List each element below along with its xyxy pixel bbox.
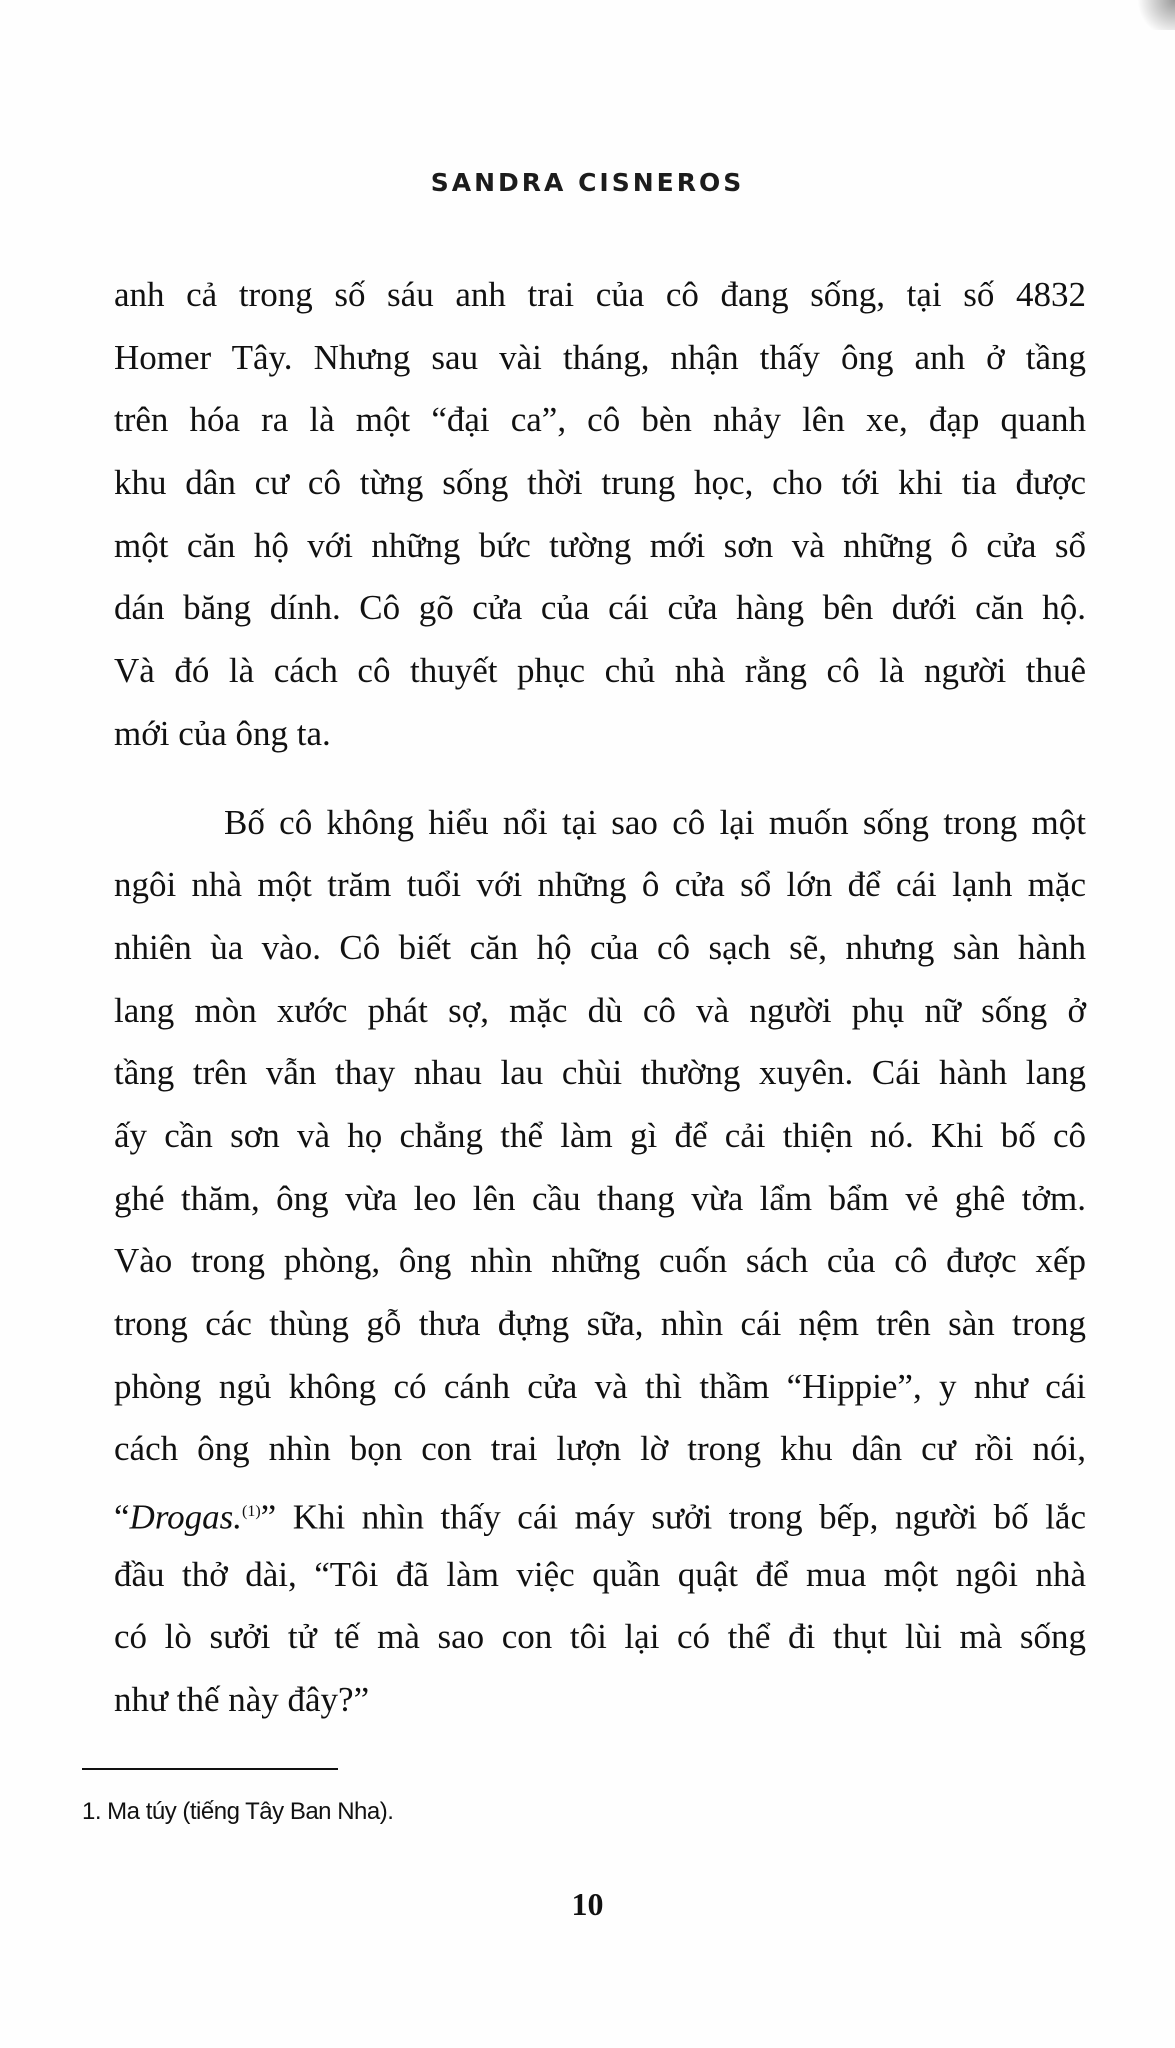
text-span: ” Khi nhìn thấy cái máy sưởi trong bếp, người bố lắc	[260, 1497, 1086, 1537]
text-line: nhiên ùa vào. Cô biết căn hộ của cô sạch sẽ, nhưng sàn hành	[114, 927, 1086, 967]
text-line: đầu thở dài, “Tôi đã làm việc quần quật để mua một ngôi nhà	[114, 1554, 1086, 1594]
text-line: lang mòn xước phát sợ, mặc dù cô và người phụ nữ sống ở	[114, 990, 1086, 1030]
text-line: Vào trong phòng, ông nhìn những cuốn sách của cô được xếp	[114, 1241, 1086, 1281]
text-line-drogas	[114, 1487, 1086, 1550]
quote-mark: “	[114, 1497, 130, 1537]
footnote-reference[interactable]: (1)	[242, 1503, 261, 1521]
page-corner-shadow	[1135, 0, 1175, 30]
text-line: cách ông nhìn bọn con trai lượn lờ trong khu dân cư rồi nói,	[114, 1429, 1086, 1469]
text-line: Bố cô không hiểu nổi tại sao cô lại muốn sống trong một	[224, 802, 1086, 842]
text-line: một căn hộ với những bức tường mới sơn và những ô cửa sổ	[114, 525, 1086, 565]
italic-word: Drogas.	[129, 1497, 243, 1537]
text-line: mới của ông ta.	[114, 713, 331, 753]
paragraph-1	[114, 270, 1086, 772]
text-line: Homer Tây. Nhưng sau vài tháng, nhận thấy ông anh ở tầng	[114, 337, 1086, 377]
text-line: như thế này đây?”	[114, 1680, 370, 1720]
text-line: anh cả trong số sáu anh trai của cô đang sống, tại số 4832	[114, 275, 1086, 314]
text-line: ấy cần sơn và họ chẳng thể làm gì để cải thiện nó. Khi bố cô	[114, 1115, 1086, 1155]
text-line: ghé thăm, ông vừa leo lên cầu thang vừa lẩm bẩm vẻ ghê tởm.	[114, 1178, 1086, 1218]
page-number: 10	[571, 1886, 604, 1922]
footnote-divider	[82, 1768, 338, 1770]
text-line: dán băng dính. Cô gõ cửa của cái cửa hàng bên dưới căn hộ.	[114, 588, 1086, 628]
text-line: trên hóa ra là một “đại ca”, cô bèn nhảy lên xe, đạp quanh	[114, 400, 1086, 440]
text-line: tầng trên vẫn thay nhau lau chùi thường xuyên. Cái hành lang	[114, 1053, 1086, 1093]
text-line: trong các thùng gỗ thưa đựng sữa, nhìn cái nệm trên sàn trong	[114, 1304, 1086, 1343]
paragraph-2	[114, 798, 1086, 1738]
text-line: ngôi nhà một trăm tuổi với những ô cửa sổ lớn để cái lạnh mặc	[114, 865, 1086, 905]
running-head-author: SANDRA CISNEROS	[430, 168, 745, 197]
text-line: khu dân cư cô từng sống thời trung học, cho tới khi tia được	[114, 463, 1086, 503]
body-text	[114, 270, 1086, 1738]
text-line: Và đó là cách cô thuyết phục chủ nhà rằng cô là người thuê	[114, 651, 1086, 691]
text-line: có lò sưởi tử tế mà sao con tôi lại có thể đi thụt lùi mà sống	[114, 1617, 1086, 1657]
footnote: 1. Ma túy (tiếng Tây Ban Nha).	[82, 1798, 394, 1825]
text-line: phòng ngủ không có cánh cửa và thì thầm “Hippie”, y như cái	[114, 1366, 1086, 1406]
